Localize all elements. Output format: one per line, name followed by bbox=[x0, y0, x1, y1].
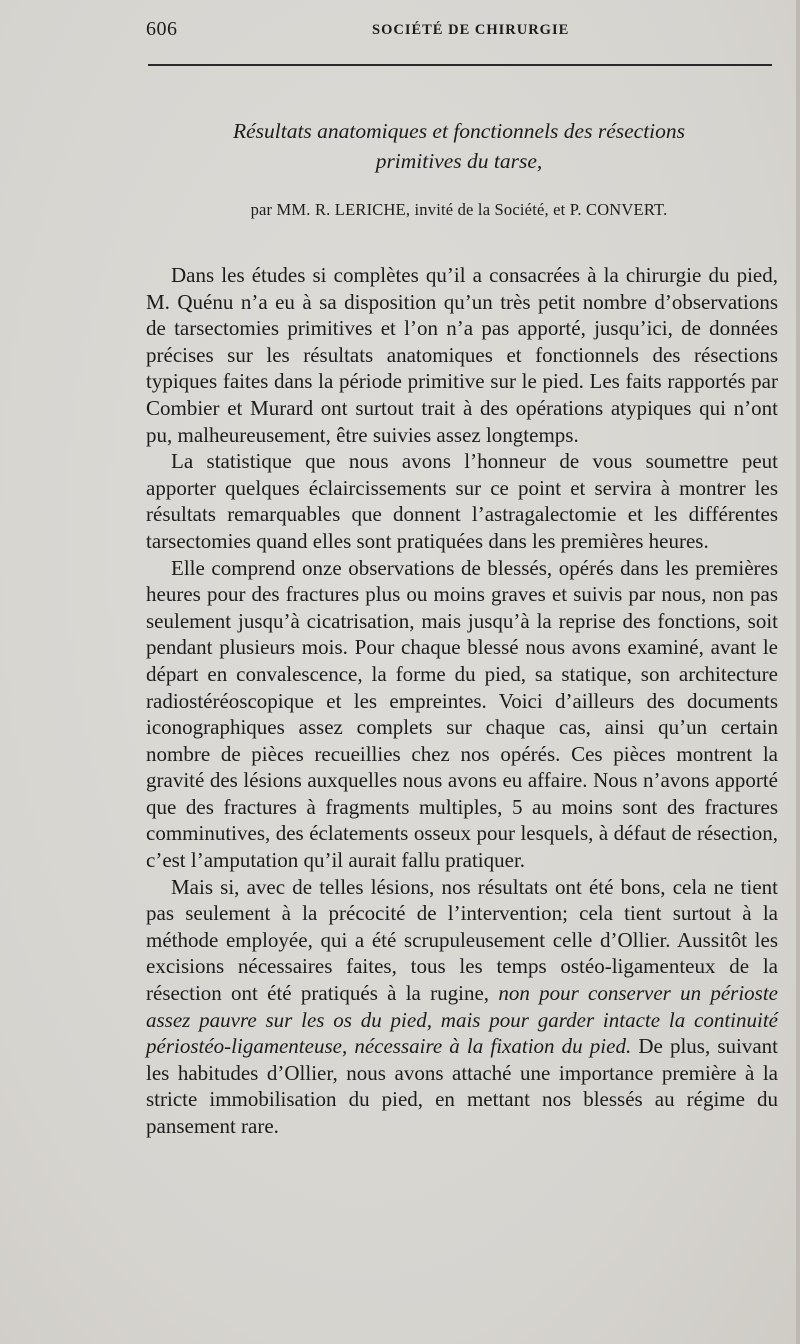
page-number: 606 bbox=[146, 18, 178, 40]
running-head: SOCIÉTÉ DE CHIRURGIE bbox=[372, 22, 570, 38]
paragraph-last bbox=[146, 874, 778, 1140]
page-edge bbox=[796, 0, 800, 1344]
paragraph: Dans les études si complètes qu’il a consacrées à la chirurgie du pied, M. Quénu n’a eu à sa disposition qu’un très petit nombre d’observations de tarsectomies primitives et l’on n’a pas apporté, jusqu’ici, de données précises sur les résultats anatomiques et fonctionnels des résections typiques faites dans la période primitive sur le pied. Les faits rapportés par Combier et Murard ont surtout trait à des opérations atypiques qui n’ont pu, malheureusement, être suivies assez longtemps. bbox=[146, 263, 778, 447]
paragraph: Elle comprend onze observations de blessés, opérés dans les premières heures pour des fractures plus ou moins graves et suivis par nous, non pas seulement jusqu’à cicatrisation, mais jusqu’à la reprise des fonctions, soit pendant plusieurs mois. Pour chaque blessé nous avons examiné, avant le départ en convalescence, la forme du pied, sa statique, son architecture radiostéréoscopique et les empreintes. Voici d’ailleurs des documents iconographiques assez complets sur chaque cas, ainsi qu’un certain nombre de pièces recueillies chez nos opérés. Ces pièces montrent la gravité des lésions auxquelles nous avons eu affaire. Nous n’avons apporté que des fractures à fragments multiples, 5 au moins sont des fractures comminutives, des éclatements osseux pour lesquels, à défaut de résection, c’est l’amputation qu’il aurait fallu pratiquer. bbox=[146, 555, 778, 873]
paragraph: La statistique que nous avons l’honneur de vous soumettre peut apporter quelques éclaircissements sur ce point et servira à montrer les résultats remarquables que donnent l’astragalectomie et les différentes tarsectomies quand elles sont pratiquées dans les premières heures. bbox=[146, 449, 778, 553]
article-byline: par MM. R. LERICHE, invité de la Société, et P. CONVERT. bbox=[250, 200, 668, 219]
header-rule bbox=[148, 64, 772, 66]
paragraph-text: Mais si, avec de telles lésions, nos résultats ont été bons, cela ne tient pas seulement à la précocité de l’intervention; cela tient surtout à la méthode employée, qui a été scrupuleusement celle d’Ollier. Aussitôt les excisions nécessaires faites, tous les temps ostéo-ligamenteux de la résection ont été pratiqués à la rugine, bbox=[146, 874, 778, 1006]
article-body bbox=[146, 262, 778, 1140]
title-line-2: primitives du tarse, bbox=[375, 149, 543, 173]
page-header bbox=[146, 14, 772, 54]
article-title bbox=[146, 116, 772, 176]
paragraph-text: De plus, suivant les habitudes d’Ollier, nous avons attaché une importance première à la stricte immobilisation du pied, en mettant nos blessés au régime du pansement rare. bbox=[146, 1034, 778, 1138]
italic-passage: non pour conserver un périoste assez pauvre sur les os du pied, mais pour garder intacte la continuité périostéo-ligamenteuse, nécessaire à la fixation du pied. bbox=[146, 981, 778, 1059]
title-line-1: Résultats anatomiques et fonctionnels des résections bbox=[232, 119, 686, 143]
